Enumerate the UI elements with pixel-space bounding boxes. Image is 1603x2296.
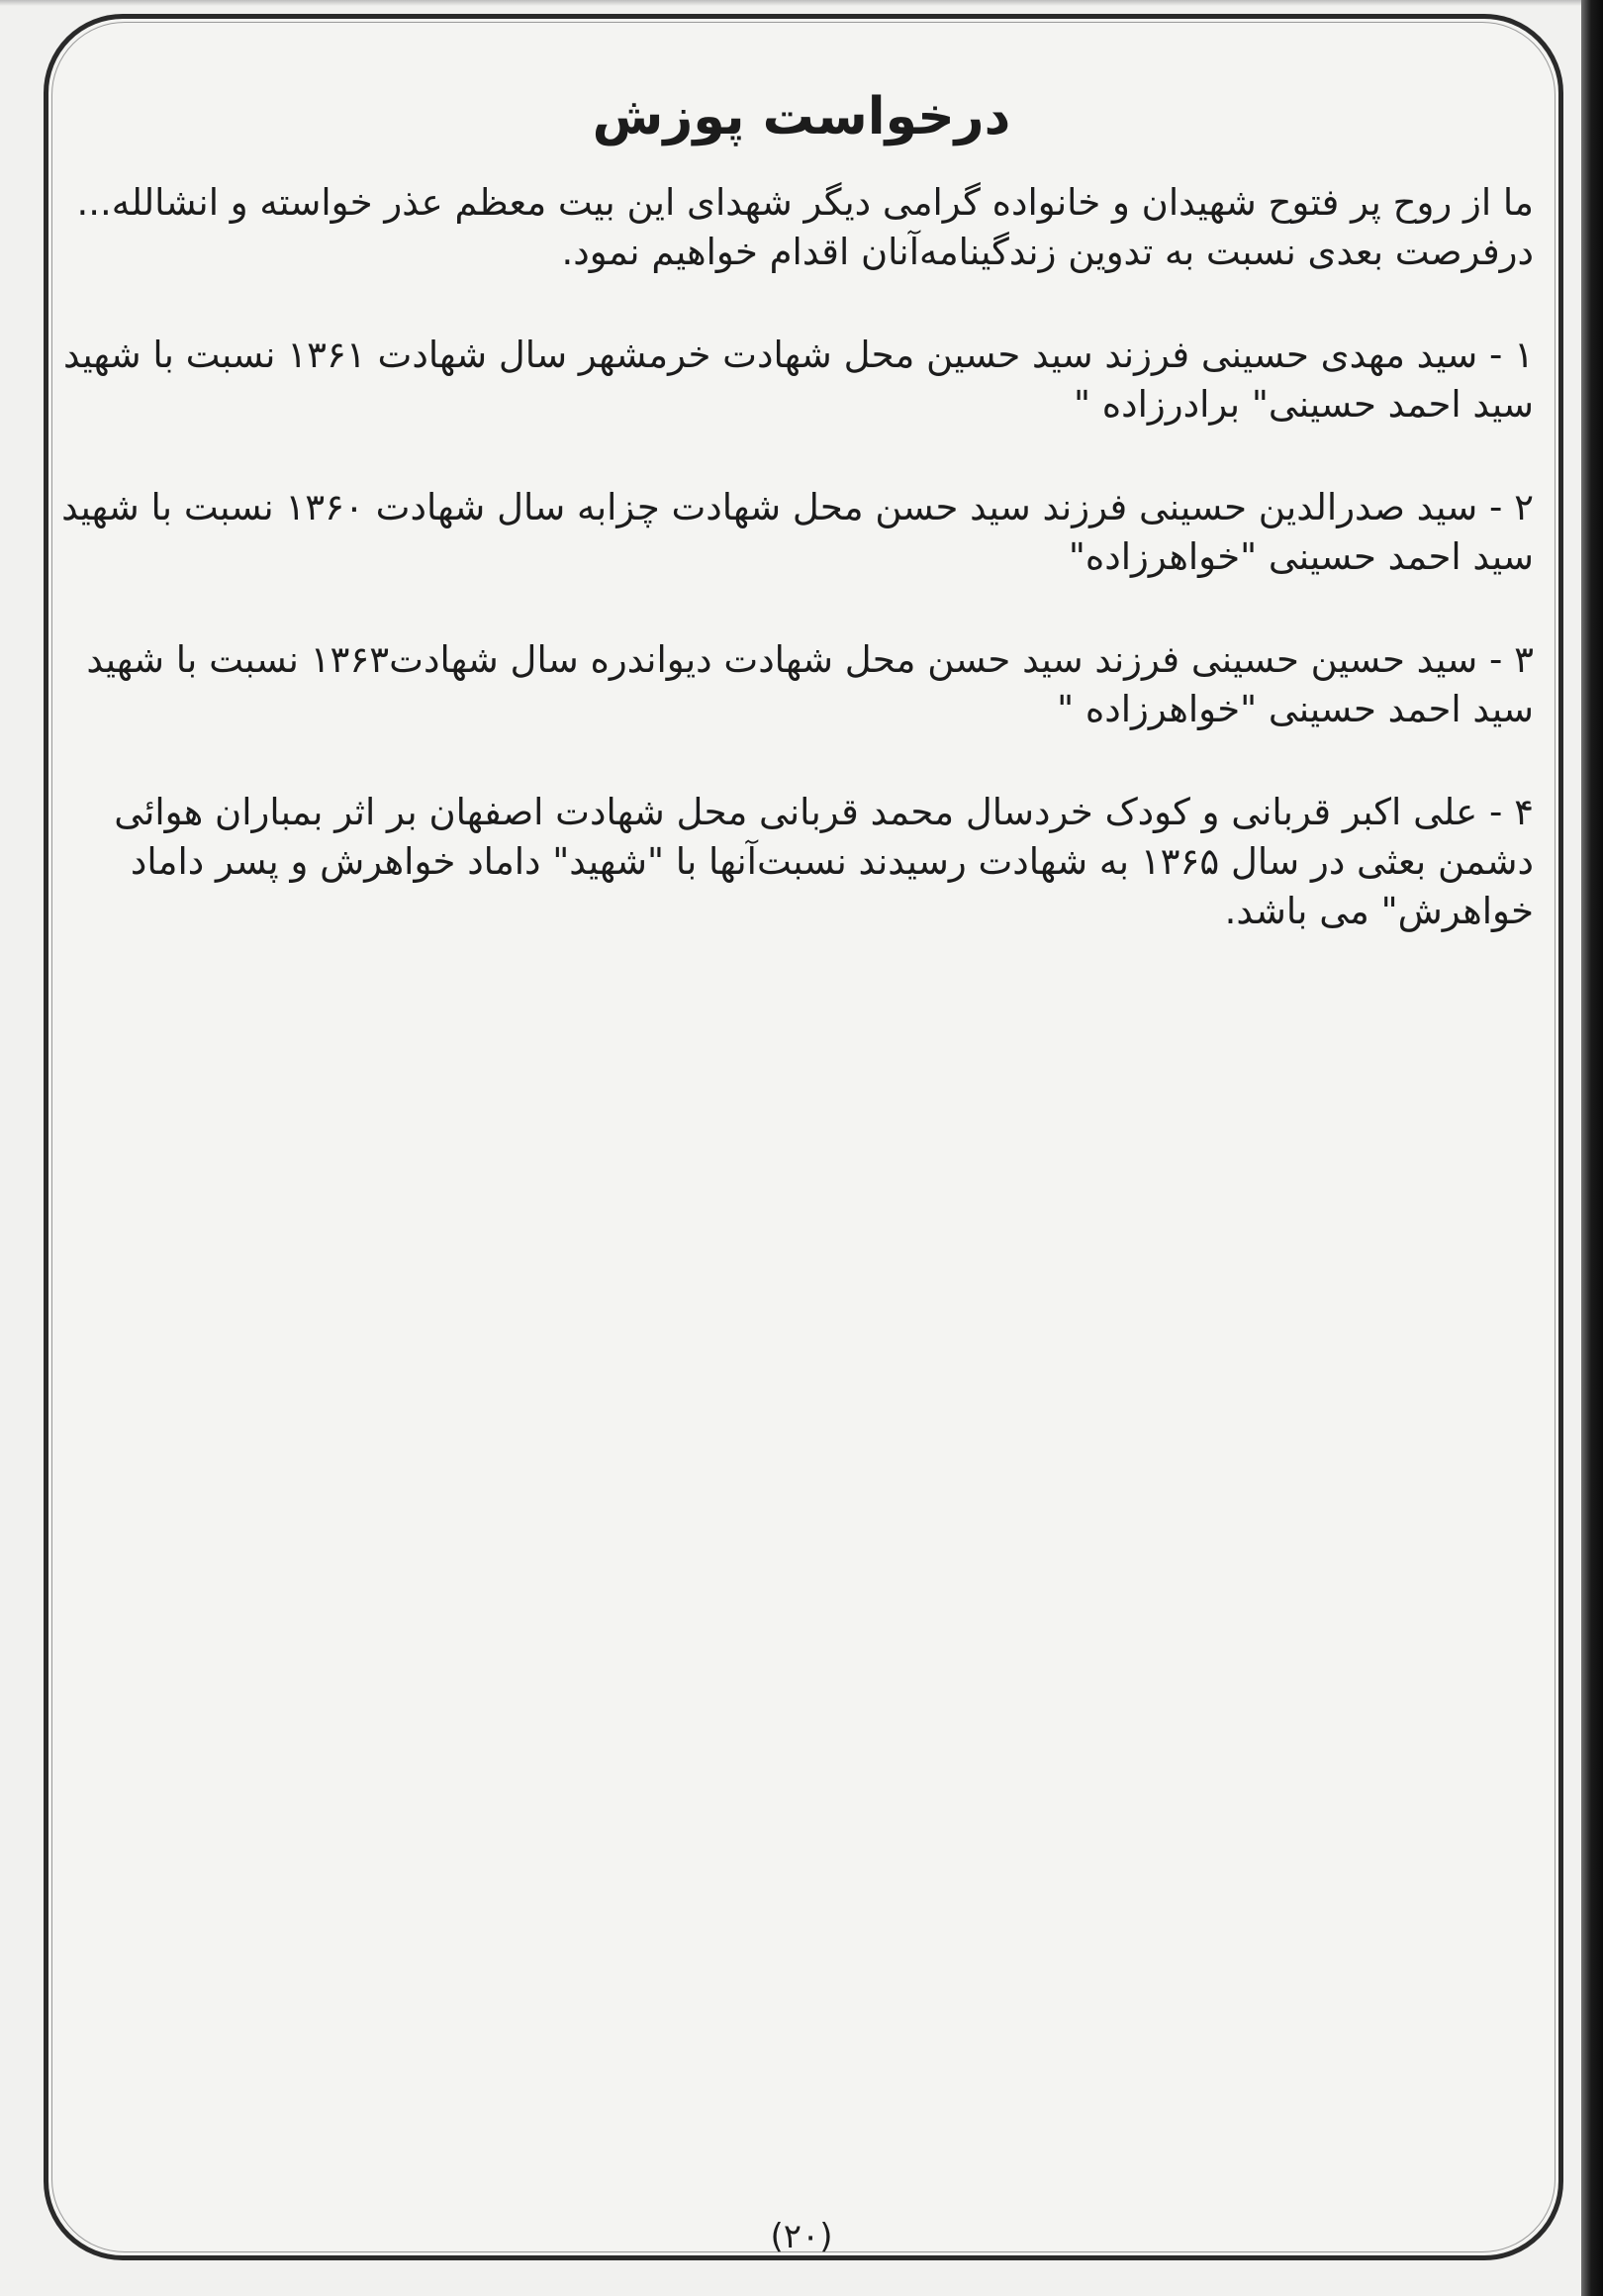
intro-paragraph: ما از روح پر فتوح شهیدان و خانواده گرامی دیگر شهدای این بیت معظم عذر خواسته و انشالله... درفرصت بعدی نسبت به تدوین زندگینامه‌آنان اقدام خواهیم نمود. (76, 181, 1534, 273)
scan-top-edge (0, 0, 1603, 6)
page-number: (۲۰) (770, 2217, 833, 2256)
document-body (59, 178, 1534, 990)
martyr-entry-3: ۳ - سید حسین حسینی فرزند سید حسن محل شهادت دیواندره سال شهادت۱۳۶۳ نسبت با شهید سید احمد حسینی "خواهرزاده " (86, 638, 1534, 730)
martyr-entry-2: ۲ - سید صدرالدین حسینی فرزند سید حسن محل شهادت چزابه سال شهادت ۱۳۶۰ نسبت با شهید سید احمد حسینی "خواهرزاده" (61, 486, 1534, 578)
martyr-entry-4: ۴ - علی اکبر قربانی و کودک خردسال محمد قربانی محل شهادت اصفهان بر اثر بمباران هوائی دشمن بعثی در سال ۱۳۶۵ به شهادت رسیدند نسبت‌آنها با "شهید" داماد خواهرش و پسر داماد خواهرش" می باشد. (114, 791, 1534, 932)
martyr-entry-1: ۱ - سید مهدی حسینی فرزند سید حسین محل شهادت خرمشهر سال شهادت ۱۳۶۱ نسبت با شهید سید احمد حسینی" برادرزاده " (62, 334, 1534, 426)
scan-right-edge (1581, 0, 1603, 2296)
page-title: درخواست پوزش (592, 87, 1011, 146)
